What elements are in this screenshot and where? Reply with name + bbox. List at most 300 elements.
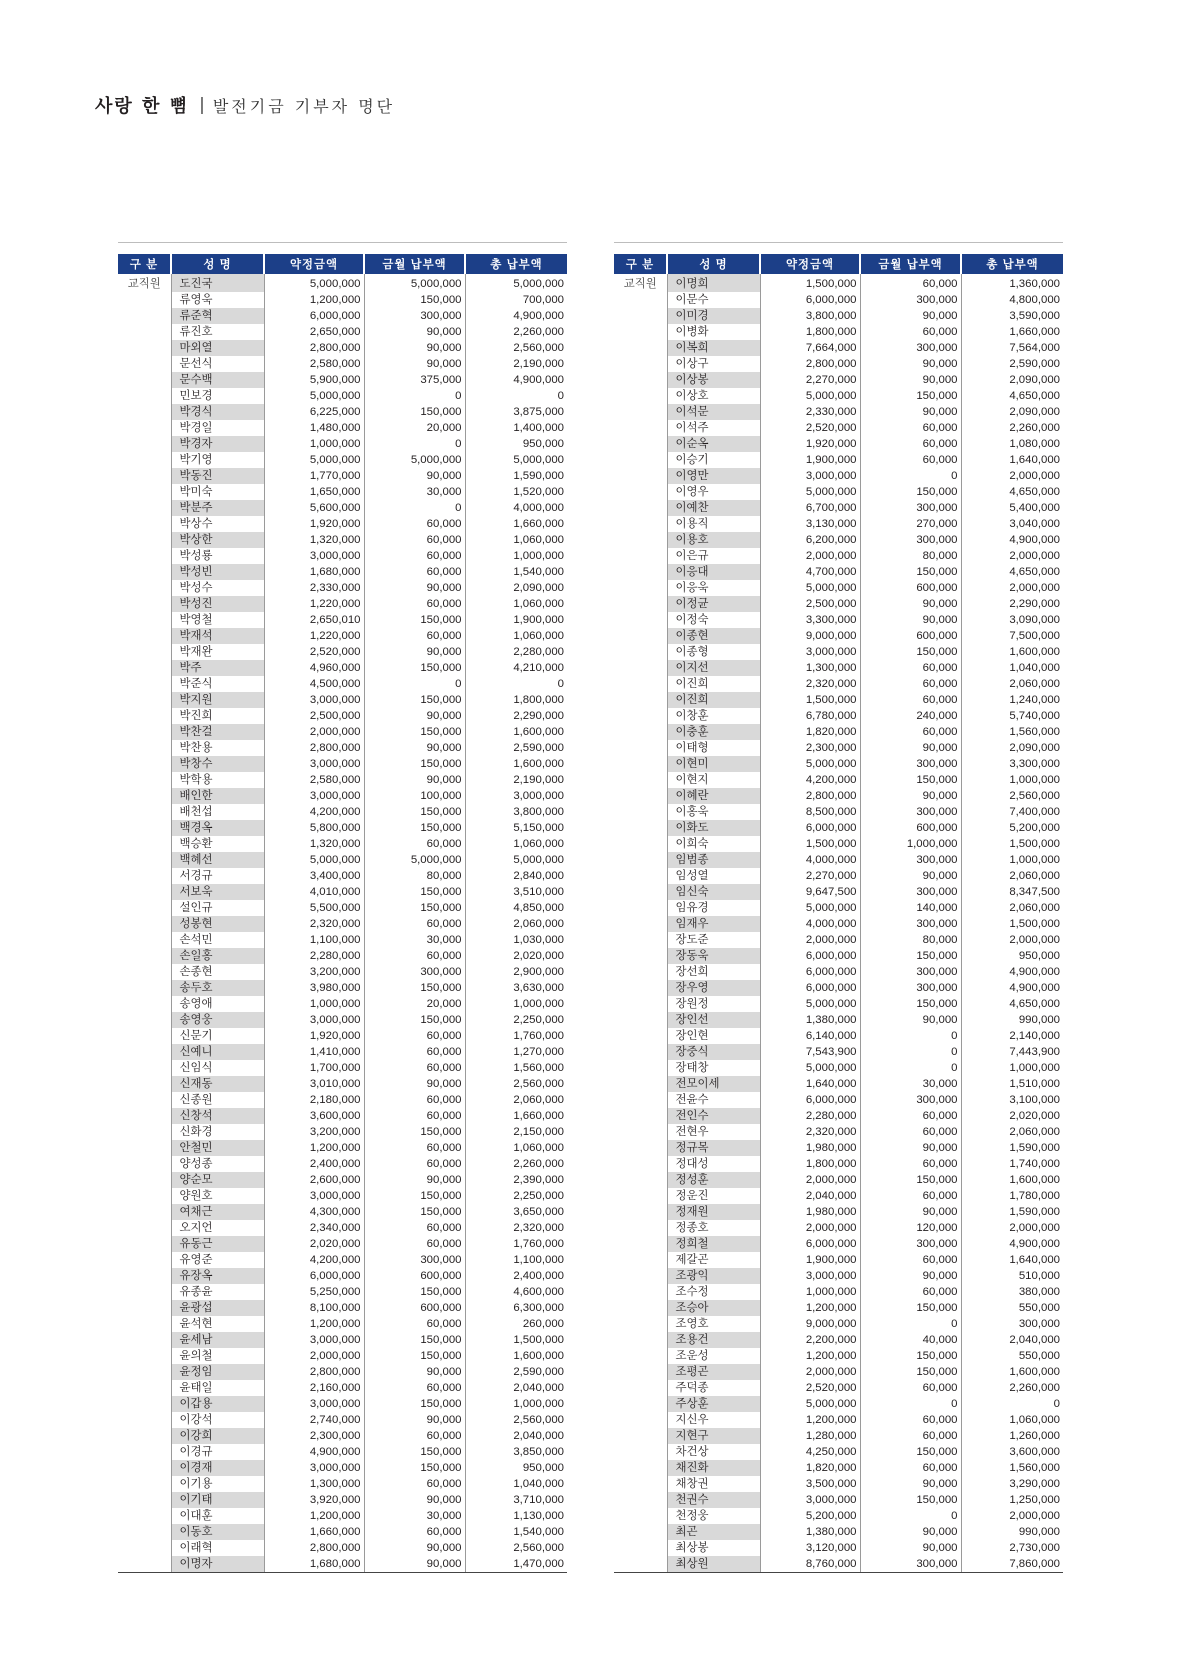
total-paid-cell: 5,150,000 [465, 820, 567, 836]
pledged-amount-cell: 5,800,000 [264, 820, 364, 836]
total-paid-cell: 1,500,000 [961, 836, 1063, 852]
monthly-paid-cell: 90,000 [860, 788, 961, 804]
pledged-amount-cell: 2,270,000 [760, 372, 860, 388]
total-paid-cell: 4,850,000 [465, 900, 567, 916]
pledged-amount-cell: 1,920,000 [264, 1028, 364, 1044]
pledged-amount-cell: 9,000,000 [760, 628, 860, 644]
donor-name-cell: 전모이세 [667, 1076, 760, 1092]
header-pledged-amount: 약정금액 [760, 254, 860, 274]
pledged-amount-cell: 3,000,000 [760, 1268, 860, 1284]
category-cell [118, 756, 171, 772]
category-cell [614, 1540, 667, 1556]
donor-name-cell: 배인한 [171, 788, 264, 804]
table-row [118, 1204, 567, 1220]
total-paid-cell: 3,000,000 [465, 788, 567, 804]
donor-name-cell: 최상원 [667, 1556, 760, 1573]
pledged-amount-cell: 3,800,000 [760, 308, 860, 324]
category-cell [118, 948, 171, 964]
donor-name-cell: 이경재 [171, 1460, 264, 1476]
table-row [614, 532, 1063, 548]
category-cell [118, 1364, 171, 1380]
table-row [614, 500, 1063, 516]
monthly-paid-cell: 90,000 [860, 1012, 961, 1028]
total-paid-cell: 300,000 [961, 1316, 1063, 1332]
donor-name-cell: 장우영 [667, 980, 760, 996]
category-cell [614, 548, 667, 564]
monthly-paid-cell: 600,000 [860, 628, 961, 644]
table-row [118, 1236, 567, 1252]
donor-name-cell: 임신숙 [667, 884, 760, 900]
monthly-paid-cell: 5,000,000 [364, 452, 465, 468]
category-cell [614, 1028, 667, 1044]
table-row [118, 274, 567, 292]
table-row [118, 1492, 567, 1508]
category-cell [118, 1156, 171, 1172]
header-category: 구 분 [118, 254, 171, 274]
category-cell [118, 436, 171, 452]
donor-name-cell: 이갑용 [171, 1396, 264, 1412]
total-paid-cell: 1,470,000 [465, 1556, 567, 1573]
monthly-paid-cell: 30,000 [364, 932, 465, 948]
pledged-amount-cell: 2,580,000 [264, 772, 364, 788]
category-cell [614, 1044, 667, 1060]
category-cell [614, 1380, 667, 1396]
total-paid-cell: 4,650,000 [961, 388, 1063, 404]
total-paid-cell: 1,600,000 [961, 1364, 1063, 1380]
monthly-paid-cell: 60,000 [364, 564, 465, 580]
total-paid-cell: 1,510,000 [961, 1076, 1063, 1092]
donor-name-cell: 이대훈 [171, 1508, 264, 1524]
donor-name-cell: 박찬용 [171, 740, 264, 756]
pledged-amount-cell: 1,000,000 [264, 436, 364, 452]
donor-name-cell: 신창석 [171, 1108, 264, 1124]
donor-name-cell: 신종원 [171, 1092, 264, 1108]
donor-name-cell: 박동진 [171, 468, 264, 484]
donor-name-cell: 임유경 [667, 900, 760, 916]
total-paid-cell: 2,560,000 [465, 1540, 567, 1556]
table-row [614, 804, 1063, 820]
monthly-paid-cell: 60,000 [860, 324, 961, 340]
monthly-paid-cell: 90,000 [860, 1140, 961, 1156]
pledged-amount-cell: 2,600,000 [264, 1172, 364, 1188]
pledged-amount-cell: 4,700,000 [760, 564, 860, 580]
monthly-paid-cell: 30,000 [364, 484, 465, 500]
pledged-amount-cell: 1,000,000 [264, 996, 364, 1012]
total-paid-cell: 2,090,000 [961, 372, 1063, 388]
pledged-amount-cell: 5,000,000 [264, 452, 364, 468]
table-row [614, 516, 1063, 532]
monthly-paid-cell: 5,000,000 [364, 852, 465, 868]
monthly-paid-cell: 300,000 [860, 756, 961, 772]
monthly-paid-cell: 90,000 [860, 612, 961, 628]
monthly-paid-cell: 150,000 [860, 1364, 961, 1380]
table-row [614, 996, 1063, 1012]
table-row [118, 1332, 567, 1348]
category-cell [118, 980, 171, 996]
pledged-amount-cell: 6,000,000 [760, 964, 860, 980]
donor-name-cell: 이영우 [667, 484, 760, 500]
pledged-amount-cell: 3,000,000 [264, 788, 364, 804]
table-row [118, 1108, 567, 1124]
donor-name-cell: 박영철 [171, 612, 264, 628]
category-cell [118, 1380, 171, 1396]
category-cell [118, 548, 171, 564]
table-row [118, 868, 567, 884]
donor-name-cell: 여채근 [171, 1204, 264, 1220]
monthly-paid-cell: 150,000 [364, 1444, 465, 1460]
table-row [118, 1268, 567, 1284]
category-cell [118, 420, 171, 436]
category-cell [118, 1060, 171, 1076]
category-cell [118, 964, 171, 980]
donor-name-cell: 서보욱 [171, 884, 264, 900]
top-rule [118, 242, 567, 243]
category-cell [614, 868, 667, 884]
monthly-paid-cell: 150,000 [860, 644, 961, 660]
table-row [614, 1332, 1063, 1348]
table-row [614, 404, 1063, 420]
monthly-paid-cell: 5,000,000 [364, 274, 465, 292]
monthly-paid-cell: 90,000 [860, 1476, 961, 1492]
total-paid-cell: 1,600,000 [465, 756, 567, 772]
total-paid-cell: 2,060,000 [961, 676, 1063, 692]
category-cell [118, 788, 171, 804]
category-cell [614, 308, 667, 324]
pledged-amount-cell: 5,500,000 [264, 900, 364, 916]
monthly-paid-cell: 60,000 [860, 692, 961, 708]
donor-name-cell: 최상봉 [667, 1540, 760, 1556]
pledged-amount-cell: 1,770,000 [264, 468, 364, 484]
monthly-paid-cell: 90,000 [860, 404, 961, 420]
category-cell [118, 900, 171, 916]
donor-name-cell: 양성종 [171, 1156, 264, 1172]
donor-name-cell: 조광익 [667, 1268, 760, 1284]
monthly-paid-cell: 60,000 [364, 1108, 465, 1124]
pledged-amount-cell: 1,200,000 [760, 1348, 860, 1364]
table-row [614, 1300, 1063, 1316]
category-cell [118, 692, 171, 708]
pledged-amount-cell: 4,960,000 [264, 660, 364, 676]
category-cell [614, 900, 667, 916]
table-row [118, 1220, 567, 1236]
donor-name-cell: 박성빈 [171, 564, 264, 580]
total-paid-cell: 1,000,000 [961, 852, 1063, 868]
category-cell [614, 660, 667, 676]
category-cell [118, 1188, 171, 1204]
category-cell [614, 436, 667, 452]
monthly-paid-cell: 600,000 [364, 1300, 465, 1316]
header-total-paid: 총 납부액 [961, 254, 1063, 274]
table-row [118, 532, 567, 548]
pledged-amount-cell: 1,300,000 [264, 1476, 364, 1492]
pledged-amount-cell: 5,000,000 [760, 388, 860, 404]
donor-name-cell: 이용직 [667, 516, 760, 532]
monthly-paid-cell: 60,000 [364, 532, 465, 548]
pledged-amount-cell: 5,200,000 [760, 1508, 860, 1524]
category-cell [614, 1460, 667, 1476]
monthly-paid-cell: 60,000 [364, 596, 465, 612]
pledged-amount-cell: 2,500,000 [264, 708, 364, 724]
category-cell [118, 1012, 171, 1028]
donor-name-cell: 이병화 [667, 324, 760, 340]
total-paid-cell: 990,000 [961, 1524, 1063, 1540]
donor-name-cell: 윤정임 [171, 1364, 264, 1380]
table-row [614, 1460, 1063, 1476]
category-cell [118, 1268, 171, 1284]
table-row [118, 372, 567, 388]
total-paid-cell: 1,590,000 [961, 1204, 1063, 1220]
total-paid-cell: 2,190,000 [465, 356, 567, 372]
table-row [614, 644, 1063, 660]
pledged-amount-cell: 3,920,000 [264, 1492, 364, 1508]
category-cell [118, 404, 171, 420]
pledged-amount-cell: 1,800,000 [760, 1156, 860, 1172]
total-paid-cell: 950,000 [465, 436, 567, 452]
top-rule [614, 242, 1063, 243]
monthly-paid-cell: 150,000 [860, 1348, 961, 1364]
total-paid-cell: 3,850,000 [465, 1444, 567, 1460]
total-paid-cell: 4,900,000 [961, 980, 1063, 996]
category-cell [118, 836, 171, 852]
donor-name-cell: 천정웅 [667, 1508, 760, 1524]
table-row [614, 980, 1063, 996]
table-row [118, 964, 567, 980]
total-paid-cell: 1,660,000 [465, 516, 567, 532]
monthly-paid-cell: 60,000 [364, 948, 465, 964]
category-cell [614, 980, 667, 996]
category-cell [118, 1076, 171, 1092]
table-row [614, 1476, 1063, 1492]
table-row [614, 1348, 1063, 1364]
category-cell [614, 1300, 667, 1316]
monthly-paid-cell: 90,000 [364, 324, 465, 340]
monthly-paid-cell: 150,000 [364, 980, 465, 996]
table-row [118, 1140, 567, 1156]
category-cell [118, 1140, 171, 1156]
monthly-paid-cell: 40,000 [860, 1332, 961, 1348]
donor-rows-left [118, 274, 567, 1573]
monthly-paid-cell: 60,000 [860, 1460, 961, 1476]
donor-name-cell: 이래혁 [171, 1540, 264, 1556]
total-paid-cell: 2,590,000 [465, 740, 567, 756]
pledged-amount-cell: 1,500,000 [760, 692, 860, 708]
monthly-paid-cell: 60,000 [364, 548, 465, 564]
table-row [118, 1524, 567, 1540]
total-paid-cell: 2,060,000 [961, 900, 1063, 916]
pledged-amount-cell: 1,920,000 [760, 436, 860, 452]
monthly-paid-cell: 150,000 [860, 996, 961, 1012]
monthly-paid-cell: 60,000 [860, 724, 961, 740]
category-cell [118, 628, 171, 644]
total-paid-cell: 4,800,000 [961, 292, 1063, 308]
table-row [118, 772, 567, 788]
pledged-amount-cell: 7,543,900 [760, 1044, 860, 1060]
table-row [614, 1108, 1063, 1124]
category-cell [118, 1108, 171, 1124]
total-paid-cell: 700,000 [465, 292, 567, 308]
monthly-paid-cell: 60,000 [364, 1476, 465, 1492]
category-cell [614, 1412, 667, 1428]
donor-name-cell: 박기영 [171, 452, 264, 468]
table-row [614, 1284, 1063, 1300]
monthly-paid-cell: 90,000 [860, 596, 961, 612]
total-paid-cell: 7,400,000 [961, 804, 1063, 820]
monthly-paid-cell: 90,000 [364, 708, 465, 724]
pledged-amount-cell: 2,270,000 [760, 868, 860, 884]
category-cell [614, 516, 667, 532]
table-row [614, 324, 1063, 340]
monthly-paid-cell: 150,000 [364, 1348, 465, 1364]
total-paid-cell: 1,540,000 [465, 564, 567, 580]
donor-name-cell: 채창권 [667, 1476, 760, 1492]
total-paid-cell: 2,000,000 [961, 468, 1063, 484]
table-row [118, 1188, 567, 1204]
donor-name-cell: 이순옥 [667, 436, 760, 452]
donor-name-cell: 전현우 [667, 1124, 760, 1140]
donor-name-cell: 조운성 [667, 1348, 760, 1364]
monthly-paid-cell: 0 [860, 468, 961, 484]
total-paid-cell: 2,000,000 [961, 1220, 1063, 1236]
table-row [118, 1316, 567, 1332]
monthly-paid-cell: 0 [860, 1508, 961, 1524]
total-paid-cell: 4,900,000 [465, 308, 567, 324]
monthly-paid-cell: 150,000 [364, 1396, 465, 1412]
total-paid-cell: 1,130,000 [465, 1508, 567, 1524]
total-paid-cell: 2,060,000 [961, 1124, 1063, 1140]
category-cell [614, 1524, 667, 1540]
category-cell [118, 1316, 171, 1332]
total-paid-cell: 1,060,000 [465, 1140, 567, 1156]
pledged-amount-cell: 2,280,000 [264, 948, 364, 964]
table-row [118, 804, 567, 820]
pledged-amount-cell: 1,380,000 [760, 1012, 860, 1028]
monthly-paid-cell: 90,000 [364, 1556, 465, 1573]
pledged-amount-cell: 1,000,000 [760, 1284, 860, 1300]
monthly-paid-cell: 150,000 [364, 692, 465, 708]
donor-name-cell: 손석민 [171, 932, 264, 948]
category-cell [614, 388, 667, 404]
table-row [118, 580, 567, 596]
category-cell [614, 1284, 667, 1300]
monthly-paid-cell: 150,000 [860, 564, 961, 580]
table-row [614, 948, 1063, 964]
table-row [118, 452, 567, 468]
table-row [118, 1012, 567, 1028]
pledged-amount-cell: 5,600,000 [264, 500, 364, 516]
table-row [614, 916, 1063, 932]
total-paid-cell: 1,740,000 [961, 1156, 1063, 1172]
pledged-amount-cell: 1,900,000 [760, 1252, 860, 1268]
monthly-paid-cell: 300,000 [860, 1556, 961, 1573]
category-cell [614, 292, 667, 308]
donor-name-cell: 이희숙 [667, 836, 760, 852]
pledged-amount-cell: 1,900,000 [760, 452, 860, 468]
donor-name-cell: 박진희 [171, 708, 264, 724]
monthly-paid-cell: 300,000 [860, 532, 961, 548]
category-cell [118, 644, 171, 660]
category-cell [118, 996, 171, 1012]
category-cell [614, 676, 667, 692]
pledged-amount-cell: 2,520,000 [760, 420, 860, 436]
monthly-paid-cell: 150,000 [364, 1124, 465, 1140]
total-paid-cell: 1,060,000 [465, 628, 567, 644]
table-row [118, 1476, 567, 1492]
monthly-paid-cell: 60,000 [860, 1188, 961, 1204]
donor-name-cell: 신문기 [171, 1028, 264, 1044]
category-cell [614, 1316, 667, 1332]
pledged-amount-cell: 2,400,000 [264, 1156, 364, 1172]
donor-name-cell: 천권수 [667, 1492, 760, 1508]
table-row [614, 1044, 1063, 1060]
category-cell [614, 1172, 667, 1188]
category-cell [614, 964, 667, 980]
total-paid-cell: 3,650,000 [465, 1204, 567, 1220]
monthly-paid-cell: 150,000 [364, 884, 465, 900]
table-row [614, 356, 1063, 372]
category-cell [614, 340, 667, 356]
total-paid-cell: 2,250,000 [465, 1012, 567, 1028]
total-paid-cell: 3,510,000 [465, 884, 567, 900]
donor-name-cell: 설인규 [171, 900, 264, 916]
pledged-amount-cell: 3,200,000 [264, 964, 364, 980]
total-paid-cell: 2,840,000 [465, 868, 567, 884]
monthly-paid-cell: 150,000 [860, 948, 961, 964]
category-cell [614, 1076, 667, 1092]
table-row [118, 660, 567, 676]
monthly-paid-cell: 60,000 [364, 1092, 465, 1108]
total-paid-cell: 2,090,000 [465, 580, 567, 596]
pledged-amount-cell: 3,120,000 [760, 1540, 860, 1556]
donor-name-cell: 전인수 [667, 1108, 760, 1124]
donor-name-cell: 이창훈 [667, 708, 760, 724]
donor-name-cell: 장태창 [667, 1060, 760, 1076]
total-paid-cell: 550,000 [961, 1348, 1063, 1364]
pledged-amount-cell: 1,660,000 [264, 1524, 364, 1540]
donor-name-cell: 윤석현 [171, 1316, 264, 1332]
category-cell [614, 772, 667, 788]
total-paid-cell: 1,560,000 [465, 1060, 567, 1076]
table-row [614, 836, 1063, 852]
category-cell [614, 804, 667, 820]
table-row [614, 1188, 1063, 1204]
donor-name-cell: 윤의철 [171, 1348, 264, 1364]
total-paid-cell: 1,000,000 [465, 1396, 567, 1412]
monthly-paid-cell: 60,000 [364, 1156, 465, 1172]
donor-name-cell: 이기태 [171, 1492, 264, 1508]
total-paid-cell: 2,040,000 [961, 1332, 1063, 1348]
monthly-paid-cell: 60,000 [364, 628, 465, 644]
category-cell [118, 356, 171, 372]
pledged-amount-cell: 3,130,000 [760, 516, 860, 532]
table-row [118, 1540, 567, 1556]
total-paid-cell: 2,020,000 [465, 948, 567, 964]
total-paid-cell: 7,860,000 [961, 1556, 1063, 1573]
table-row [118, 740, 567, 756]
table-row [614, 1412, 1063, 1428]
pledged-amount-cell: 2,000,000 [760, 1220, 860, 1236]
table-row [118, 356, 567, 372]
monthly-paid-cell: 150,000 [364, 1012, 465, 1028]
total-paid-cell: 6,300,000 [465, 1300, 567, 1316]
monthly-paid-cell: 60,000 [860, 274, 961, 292]
monthly-paid-cell: 90,000 [364, 772, 465, 788]
category-cell [118, 660, 171, 676]
total-paid-cell: 1,600,000 [961, 644, 1063, 660]
category-cell [614, 580, 667, 596]
monthly-paid-cell: 300,000 [860, 916, 961, 932]
monthly-paid-cell: 300,000 [364, 1252, 465, 1268]
donor-name-cell: 이동호 [171, 1524, 264, 1540]
